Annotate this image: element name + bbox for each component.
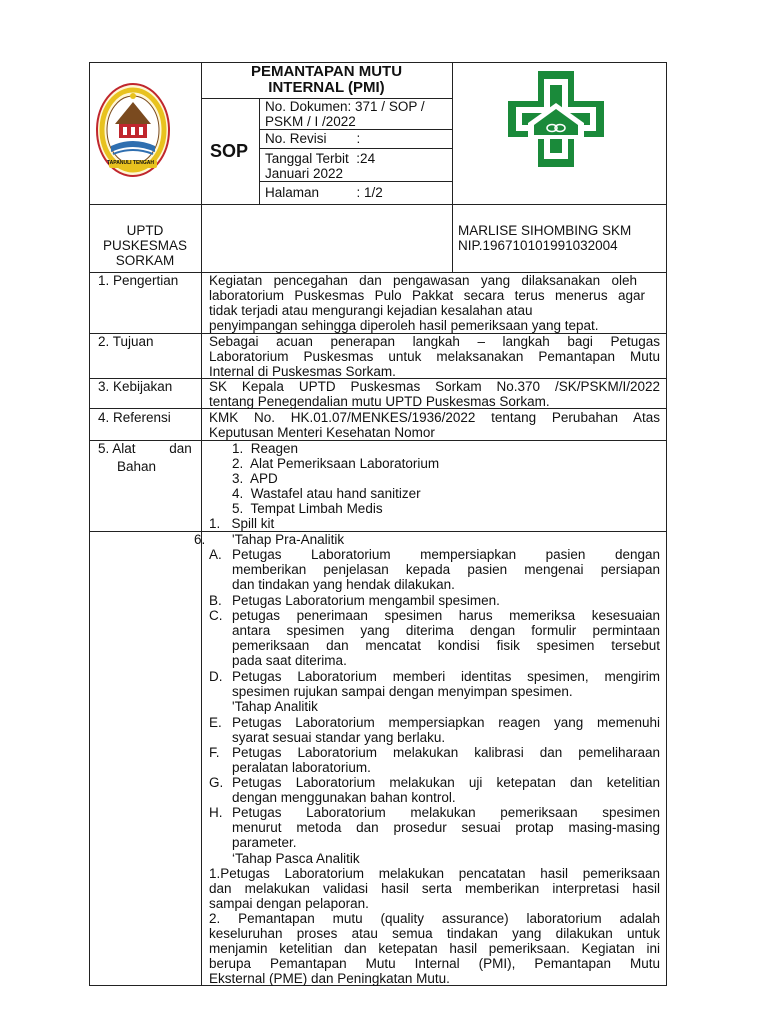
alat-item: 2. Alat Pemeriksaan Laboratorium bbox=[232, 456, 440, 471]
divider bbox=[259, 148, 452, 149]
section-label-referensi: 4. Referensi bbox=[98, 410, 171, 425]
sop-label: SOP bbox=[210, 141, 249, 161]
section-label-alat-line2: Bahan bbox=[117, 459, 157, 474]
pasca-analitik-heading: ‘Tahap Pasca Analitik bbox=[232, 851, 360, 866]
procedure-line: dengan menggunakan bahan kontrol. bbox=[232, 790, 456, 805]
unit-name-line2: PUSKESMAS bbox=[102, 238, 188, 253]
tujuan-line: Laboratorium Puskesmas untuk melaksanakan Pemantapan Mutu bbox=[209, 349, 660, 364]
procedure-line: Petugas Laboratorium mempersiapkan pasien dengan bbox=[232, 547, 660, 562]
pasca-line: keseluruhan proses atau semua tindakan yang dilakukan untuk bbox=[209, 926, 660, 941]
divider bbox=[259, 129, 452, 130]
no-revisi: No. Revisi : bbox=[265, 131, 361, 146]
divider bbox=[201, 62, 202, 986]
procedure-line: pemeriksaan dan mencatat kondisi fisik spesimen tersebut bbox=[232, 638, 660, 653]
procedure-line: spesimen rujukan sampai dengan menyimpan spesimen. bbox=[232, 684, 573, 699]
sop-document-frame bbox=[89, 62, 667, 986]
item-letter: B. bbox=[209, 593, 222, 608]
kebijakan-line: tentang Penegendalian mutu UPTD Puskesmas Sorkam. bbox=[209, 394, 550, 409]
divider bbox=[89, 531, 667, 532]
procedure-line: Petugas Laboratorium memberi identitas spesimen, mengirim bbox=[232, 669, 660, 684]
pasca-line: dan melakukan validasi hasil serta memberikan interpretasi hasil bbox=[209, 881, 660, 896]
item-letter: H. bbox=[209, 805, 223, 820]
pasca-line: Eksternal (PME) dan Peningkatan Mutu. bbox=[209, 971, 450, 986]
pasca-line: 2. Pemantapan mutu (quality assurance) laboratorium adalah bbox=[209, 911, 660, 926]
pasca-line: berupa Pemantapan Mutu Internal (PMI), Pemantapan Mutu bbox=[209, 956, 660, 971]
tujuan-line: Sebagai acuan penerapan langkah – langkah bagi Petugas bbox=[209, 334, 660, 349]
procedure-line: peralatan laboratorium. bbox=[232, 760, 371, 775]
alat-item: 5. Tempat Limbah Medis bbox=[232, 501, 383, 516]
procedure-line: memberikan penjelasan kepada pasien mengenai persiapan bbox=[232, 562, 660, 577]
item-letter: F. bbox=[209, 745, 220, 760]
alat-item: 4. Wastafel atau hand sanitizer bbox=[232, 486, 421, 501]
prosedur-number: 6. bbox=[194, 532, 206, 547]
alat-item: 1. Spill kit bbox=[209, 516, 275, 531]
divider bbox=[89, 204, 667, 205]
tanggal-terbit-line2: Januari 2022 bbox=[265, 166, 344, 181]
no-dokumen-line1: No. Dokumen: 371 / SOP / bbox=[265, 99, 425, 114]
signatory-name: MARLISE SIHOMBING SKM bbox=[458, 223, 632, 238]
procedure-line: pada saat diterima. bbox=[232, 653, 347, 668]
pasca-line: 1.Petugas Laboratorium melakukan pencatatan hasil pemeriksaan bbox=[209, 866, 660, 881]
item-letter: C. bbox=[209, 608, 223, 623]
item-letter: G. bbox=[209, 775, 224, 790]
procedure-line: Petugas Laboratorium melakukan kalibrasi dan pemeliharaan bbox=[232, 745, 660, 760]
procedure-line: Petugas Laboratorium melakukan uji ketepatan dan ketelitian bbox=[232, 775, 660, 790]
procedure-line: Petugas Laboratorium mempersiapkan reagen yang memenuhi bbox=[232, 715, 660, 730]
alat-item: 3. APD bbox=[232, 471, 278, 486]
alat-item: 1. Reagen bbox=[232, 441, 299, 456]
kebijakan-line: SK Kepala UPTD Puskesmas Sorkam No.370 /SK/PSKM/I/2022 bbox=[209, 379, 660, 394]
halaman: Halaman : 1/2 bbox=[265, 185, 383, 200]
section-label-kebijakan: 3. Kebijakan bbox=[98, 379, 173, 394]
tujuan-line: Internal di Puskesmas Sorkam. bbox=[209, 364, 396, 379]
pengertian-line: laboratorium Puskesmas Pulo Pakkat secara terus menerus agar bbox=[209, 288, 645, 303]
divider bbox=[259, 181, 452, 182]
unit-name-line3: SORKAM bbox=[115, 253, 175, 268]
section-label-tujuan: 2. Tujuan bbox=[98, 334, 154, 349]
item-letter: A. bbox=[209, 547, 222, 562]
procedure-line: Petugas Laboratorium melakukan pemeriksaan spesimen bbox=[232, 805, 660, 820]
section-label-pengertian: 1. Pengertian bbox=[98, 273, 179, 288]
referensi-line: Keputusan Menteri Kesehatan Nomor bbox=[209, 425, 435, 440]
analitik-heading: 'Tahap Analitik bbox=[232, 699, 318, 714]
section-label-alat-line1: 5. Alat dan bbox=[98, 441, 192, 456]
procedure-line: parameter. bbox=[232, 835, 297, 850]
item-letter: E. bbox=[209, 715, 222, 730]
divider bbox=[452, 204, 453, 272]
tanggal-terbit-line1: Tanggal Terbit :24 bbox=[265, 151, 376, 166]
referensi-line: KMK No. HK.01.07/MENKES/1936/2022 tentang Perubahan Atas bbox=[209, 410, 660, 425]
signatory-nip: NIP.196710101991032004 bbox=[458, 238, 618, 253]
divider bbox=[452, 62, 453, 204]
pengertian-line: Kegiatan pencegahan dan pengawasan yang dilaksanakan oleh bbox=[209, 273, 637, 288]
item-letter: D. bbox=[209, 669, 223, 684]
pra-analitik-heading: 'Tahap Pra-Analitik bbox=[232, 532, 345, 547]
pasca-line: menjamin ketelitian dan ketepatan hasil pemeriksaan. Kegiatan ini bbox=[209, 941, 660, 956]
no-dokumen-line2: PSKM / I /2022 bbox=[265, 114, 356, 129]
unit-name-line1: UPTD bbox=[126, 223, 164, 238]
pengertian-line: tidak terjadi atau mengurangi kejadian kesalahan atau bbox=[209, 303, 533, 318]
pasca-line: sampai dengan pelaporan. bbox=[209, 896, 369, 911]
procedure-line: syarat sesuai standar yang berlaku. bbox=[232, 730, 446, 745]
procedure-line: antara spesimen yang diterima dengan formulir permintaan bbox=[232, 623, 660, 638]
pengertian-line: penyimpangan sehingga diperoleh hasil pemeriksaan yang tepat. bbox=[209, 318, 599, 333]
logo-left-caption: TAPANULI TENGAH bbox=[107, 160, 155, 166]
document-title-line1: PEMANTAPAN MUTU bbox=[250, 63, 403, 80]
procedure-line: dan tindakan yang hendak dilakukan. bbox=[232, 577, 455, 592]
procedure-line: petugas penerimaan spesimen harus memeriksa kesesuaian bbox=[232, 608, 660, 623]
document-title-line2: INTERNAL (PMI) bbox=[268, 79, 385, 96]
divider bbox=[259, 98, 260, 204]
puskesmas-cross-logo-icon bbox=[504, 67, 608, 171]
procedure-line: Petugas Laboratorium mengambil spesimen. bbox=[232, 593, 500, 608]
procedure-line: menurut metoda dan prosedur sesuai protap masing-masing bbox=[232, 820, 660, 835]
